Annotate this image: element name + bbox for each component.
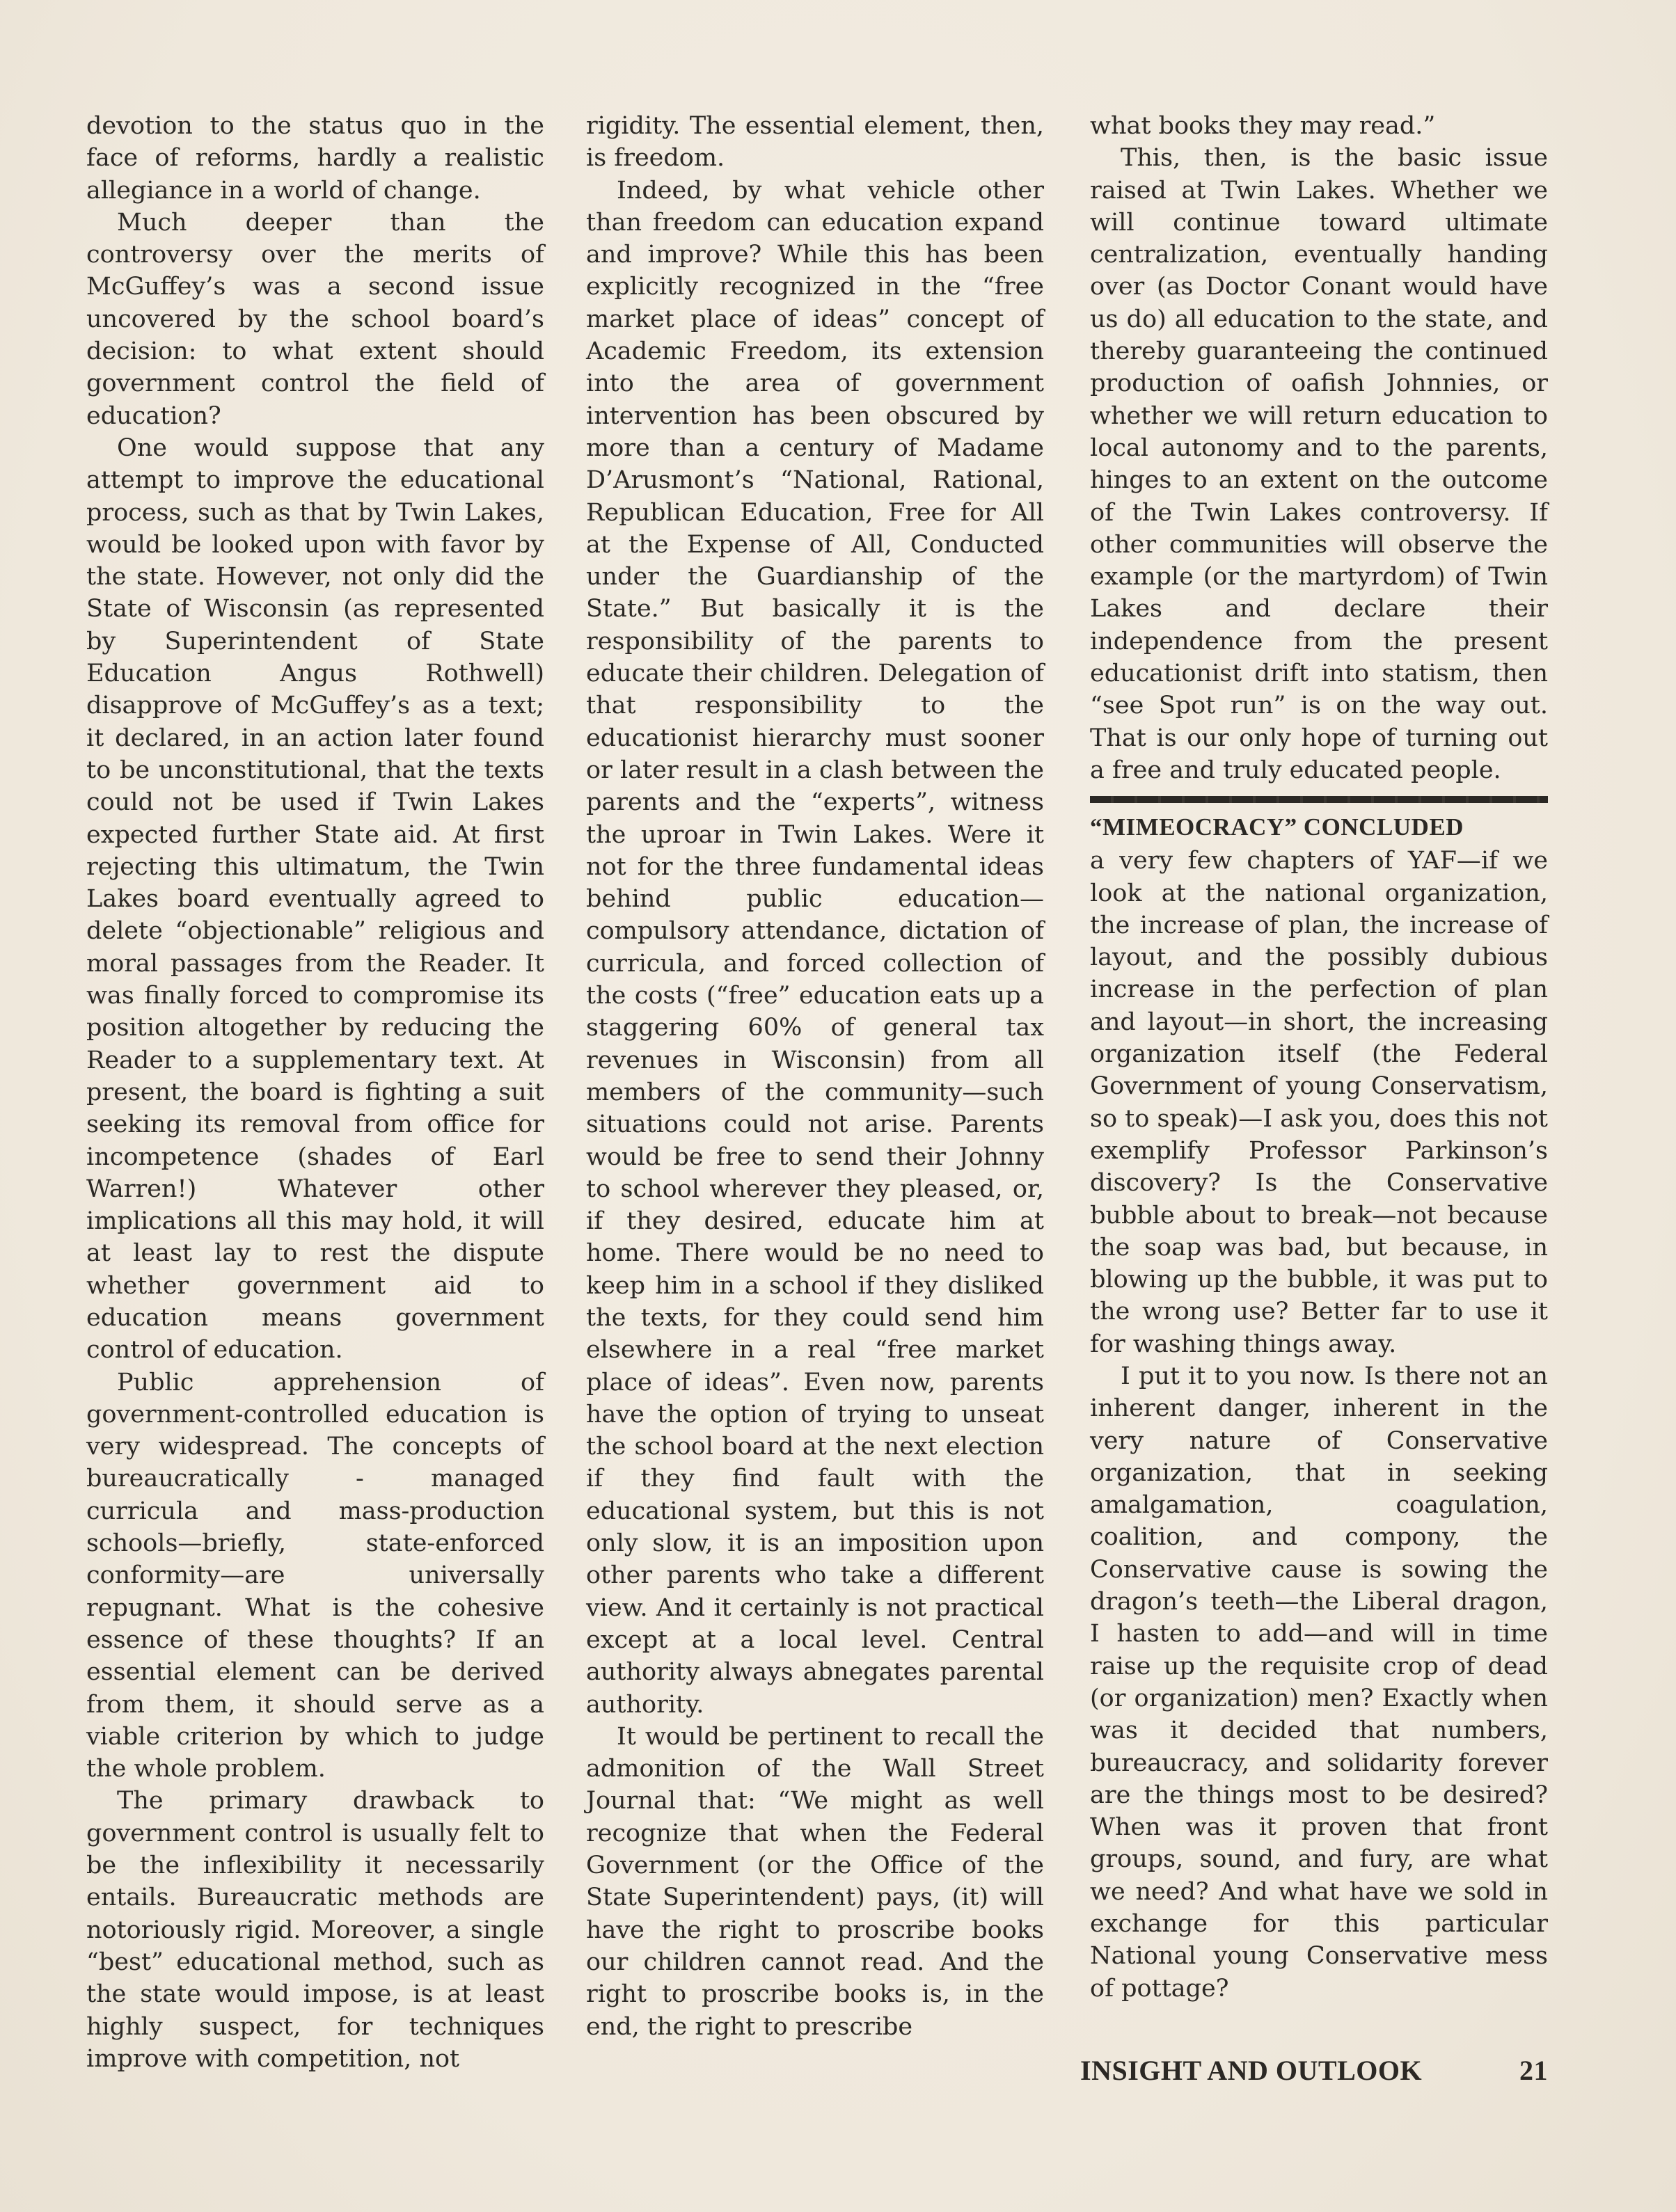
section-divider-rule — [1090, 796, 1548, 803]
publication-title: INSIGHT AND OUTLOOK — [1080, 2055, 1423, 2086]
paragraph: I put it to you now. Is there not an inherent danger, inherent in the very nature of Conservative organization, that in seeking amalgamation, coagulation, coalition, and compony, the Conservative cause is sowing the dragon’s teeth—the Liberal dragon, I hasten to add—and will in time raise up the requisite crop of dead (or organization) men? Exactly when was it decided that numbers, bureaucracy, and solidarity forever are the things most to be desired? When was it proven that front groups, sound, and fury, are what we need? And what have we sold in exchange for this particular National young Conservative mess of pottage? — [1090, 1362, 1548, 2003]
paragraph: rigidity. The essential element, then, is freedom. — [586, 112, 1044, 173]
paragraph: a very few chapters of YAF—if we look at the national organization, the increase of plan, the increase of layout, and the possibly dubious increase in the perfection of plan and layout—in short, the increasing organization itself (the Federal Government of young Conservatism, so to speak)—I ask you, does this not exemplify Professor Parkinson’s discovery? Is the Conservative bubble about to break—not because the soap was bad, but because, in blowing up the bubble, it was put to the wrong use? Better far to use it for washing things away. — [1090, 847, 1548, 1358]
paragraph: The primary drawback to government control is usually felt to be the inflexibility it necessarily entails. Bureaucratic methods are notoriously rigid. Moreover, a single “best” educational method, such as the state would impose, is at least highly suspect, for techniques improve with competition, not — [86, 1787, 544, 2073]
text-column-2 — [586, 110, 1044, 2043]
paragraph: One would suppose that any attempt to improve the educational process, such as that by Twin Lakes, would be looked upon with favor by the state. However, not only did the State of Wisconsin (as represented by Superintendent of State Education Angus Rothwell) disapprove of McGuffey’s as a text; it declared, in an action later found to be unconstitutional, that the texts could not be used if Twin Lakes expected further State aid. At first rejecting this ultimatum, the Twin Lakes board eventually agreed to delete “objectionable” religious and moral passages from the Reader. It was finally forced to compromise its position altogether by reducing the Reader to a supplementary text. At present, the board is fighting a suit seeking its removal from office for incompetence (shades of Earl Warren!) Whatever other implications all this may hold, it will at least lay to rest the dispute whether government aid to education means government control of education. — [86, 433, 544, 1364]
paragraph: This, then, is the basic issue raised at Twin Lakes. Whether we will continue toward ultimate centralization, eventually handing over (as Doctor Conant would have us do) all education to the state, and thereby guaranteeing the continued production of oafish Johnnies, or whether we will return education to local autonomy and to the parents, hinges to an extent on the outcome of the Twin Lakes controversy. If other communities will observe the example (or the martyrdom) of Twin Lakes and declare their independence from the present educationist drift into statism, then “see Spot run” is on the way out. That is our only hope of turning out a free and truly educated people. — [1090, 144, 1548, 784]
paragraph: devotion to the status quo in the face of reforms, hardly a realistic allegiance in a world of change. — [86, 112, 544, 205]
paragraph: It would be pertinent to recall the admonition of the Wall Street Journal that: “We might as well recognize that when the Federal Government (or the Office of the State Superintendent) pays, (it) will have the right to proscribe books our children cannot read. And the right to proscribe books is, in the end, the right to prescribe — [586, 1722, 1044, 2041]
page-number: 21 — [1519, 2055, 1548, 2086]
paragraph: what books they may read.” — [1090, 112, 1436, 140]
paragraph: Public apprehension of government-controlled education is very widespread. The concepts of bureaucratically - managed curricula and mass-production schools—briefly, state-enforced conformity—are universally repugnant. What is the cohesive essence of these thoughts? If an essential element can be derived from them, it should serve as a viable criterion by which to judge the whole problem. — [86, 1368, 544, 1783]
page-footer — [1080, 2054, 1548, 2087]
text-column-3 — [1090, 110, 1548, 2005]
section-heading: “MIMEOCRACY” CONCLUDED — [1090, 813, 1464, 841]
paragraph: Indeed, by what vehicle other than freedom can education expand and improve? While this has been explicitly recognized in the “free market place of ideas” concept of Academic Freedom, its extension into the area of government intervention has been obscured by more than a century of Madame D’Arusmont’s “National, Rational, Republican Education, Free for All at the Expense of All, Conducted under the Guardianship of the State.” But basically it is the responsibility of the parents to educate their children. Delegation of that responsibility to the educationist hierarchy must sooner or later result in a clash between the parents and the “experts”, witness the uproar in Twin Lakes. Were it not for the three fundamental ideas behind public education—compulsory attendance, dictation of curricula, and forced collection of the costs (“free” education eats up a staggering 60% of general tax revenues in Wisconsin) from all members of the community—such situations could not arise. Parents would be free to send their Johnny to school wherever they pleased, or, if they desired, educate him at home. There would be no need to keep him in a school if they disliked the texts, for they could send him elsewhere in a real “free market place of ideas”. Even now, parents have the option of trying to unseat the school board at the next election if they find fault with the educational system, but this is not only slow, it is an imposition upon other parents who take a different view. And it certainly is not practical except at a local level. Central authority always abnegates parental authority. — [586, 176, 1044, 1719]
paragraph: Much deeper than the controversy over the merits of McGuffey’s was a second issue uncovered by the school board’s decision: to what extent should government control the field of education? — [86, 208, 544, 430]
text-column-1 — [86, 110, 544, 2075]
